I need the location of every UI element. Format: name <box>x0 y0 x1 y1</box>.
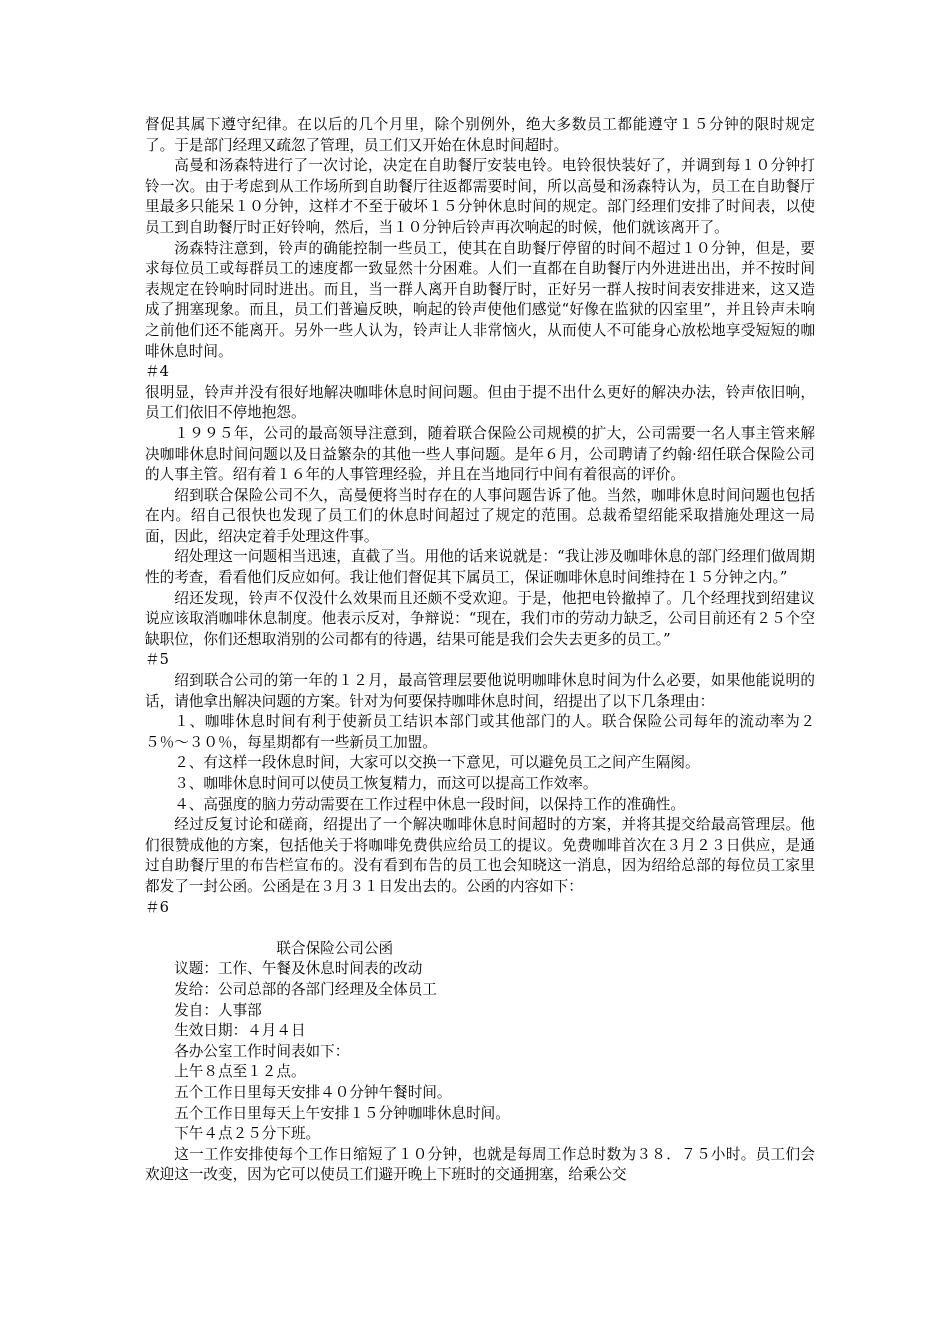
paragraph: 绍还发现，铃声不仅没什么效果而且还颇不受欢迎。于是，他把电铃撤掉了。几个经理找到绍建议说应该取消咖啡休息制度。他表示反对，争辩说：“现在，我们市的劳动力缺乏，公司目前还有２５个空缺职位，你们还想取消别的公司都有的待遇，结果可能是我们会失去更多的员工。” <box>145 589 815 648</box>
memo-body: 这一工作安排使每个工作日缩短了１０分钟，也就是每周工作总时数为３８．７５小时。员工们会欢迎这一改变，因为它可以使员工们避开晚上下班时的交通拥塞，给乘公交 <box>145 1145 815 1184</box>
paragraph: 绍到联合公司的第一年的１２月，最高管理层要他说明咖啡休息时间为什么必要，如果他能说明的话，请他拿出解决问题的方案。针对为何要保持咖啡休息时间，绍提出了以下几条理由： <box>145 672 815 710</box>
section-marker: ＃5 <box>145 651 169 669</box>
memo-line: 五个工作日里每天安排４０分钟午餐时间。 <box>174 1083 452 1101</box>
memo-from: 发自：人事部 <box>174 1001 262 1019</box>
memo-line: 下午４点２５分下班。 <box>174 1125 321 1143</box>
memo-effective-date: 生效日期：４月４日 <box>174 1022 306 1040</box>
memo-to: 发给：公司总部的各部门经理及全体员工 <box>174 980 437 998</box>
paragraph: １９９５年，公司的最高领导注意到，随着联合保险公司规模的扩大，公司需要一名人事主管来解决咖啡休息时间问题以及日益繁杂的其他一些人事问题。是年６月，公司聘请了约翰·绍任联合保险公司的人事主管。绍有着１６年的人事管理经验，并且在当地同行中间有着很高的评价。 <box>145 424 815 484</box>
paragraph: 经过反复讨论和磋商，绍提出了一个解决咖啡休息时间超时的方案，并将其提交给最高管理层。他们很赞成他的方案，包括他关于将咖啡免费供应给员工的提议。免费咖啡首次在３月２３日供应，是通过自助餐厅里的布告栏宣布的。没有看到布告的员工也会知晓这一消息，因为绍给总部的每位员工家里都发了一封公函。公函是在３月３１日发出去的。公函的内容如下： <box>145 816 815 895</box>
section-marker: ＃4 <box>145 363 169 381</box>
memo-line: 五个工作日里每天上午安排１５分钟咖啡休息时间。 <box>174 1104 510 1122</box>
paragraph: 绍到联合保险公司不久，高曼便将当时存在的人事问题告诉了他。当然，咖啡休息时间问题也包括在内。绍自己很快也发现了员工们的休息时间超过了规定的范围。总裁希望绍能采取措施处理这一局面，因此，绍决定着手处理这件事。 <box>145 486 815 545</box>
section-marker: ＃6 <box>145 898 169 916</box>
paragraph: 高曼和汤森特进行了一次讨论，决定在自助餐厅安装电铃。电铃很快装好了，并调到每１０分钟打铃一次。由于考虑到从工作场所到自助餐厅往返都需要时间，所以高曼和汤森特认为，员工在自助餐厅里最多只能呆１０分钟，这样才不至于破坏１５分钟休息时间的规定。部门经理们安排了时间表，以使员工到自助餐厅时正好铃响，然后，当１０分钟后铃声再次响起的时候，他们就该离开了。 <box>145 157 815 236</box>
document-body <box>145 115 815 1186</box>
list-item: ４、高强度的脑力劳动需要在工作过程中休息一段时间，以保持工作的准确性。 <box>174 795 685 813</box>
blank-line <box>145 918 815 939</box>
list-item: ２、有这样一段休息时间，大家可以交换一下意见，可以避免员工之间产生隔阂。 <box>174 754 700 772</box>
list-item: ３、咖啡休息时间可以使员工恢复精力，而这可以提高工作效率。 <box>174 775 598 792</box>
list-item: １、咖啡休息时间有利于使新员工结识本部门或其他部门的人。联合保险公司每年的流动率为２５％～３０％，每星期都有一些新员工加盟。 <box>145 713 815 751</box>
paragraph: 很明显，铃声并没有很好地解决咖啡休息时间问题。但由于提不出什么更好的解决办法，铃声依旧响，员工们依旧不停地抱怨。 <box>145 383 815 422</box>
paragraph: 汤森特注意到，铃声的确能控制一些员工，使其在自助餐厅停留的时间不超过１０分钟，但是，要求每位员工或每群员工的速度都一致显然十分困难。人们一直都在自助餐厅内外进进出出，并不按时间表规定在铃响时同时进出。而且，当一群人离开自助餐厅时，正好另一群人按时间表安排进来，这又造成了拥塞现象。而且，员工们普遍反映，响起的铃声使他们感觉“好像在监狱的囚室里”，并且铃声未响之前他们还不能离开。另外一些人认为，铃声让人非常恼火，从而使人不可能身心放松地享受短短的咖啡休息时间。 <box>145 239 815 360</box>
memo-line: 上午８点至１２点。 <box>174 1063 306 1081</box>
memo-title: 联合保险公司公函 <box>276 939 394 957</box>
paragraph: 督促其属下遵守纪律。在以后的几个月里，除个别例外，绝大多数员工都能遵守１５分钟的限时规定了。于是部门经理又疏忽了管理，员工们又开始在休息时间超时。 <box>145 116 815 154</box>
memo-line: 各办公室工作时间表如下： <box>174 1042 350 1060</box>
paragraph: 绍处理这一问题相当迅速，直截了当。用他的话来说就是：“我让涉及咖啡休息的部门经理们做周期性的考查，看看他们反应如何。我让他们督促其下属员工，保证咖啡休息时间维持在１５分钟之内。” <box>145 548 815 587</box>
memo-subject: 议题：工作、午餐及休息时间表的改动 <box>174 960 423 978</box>
